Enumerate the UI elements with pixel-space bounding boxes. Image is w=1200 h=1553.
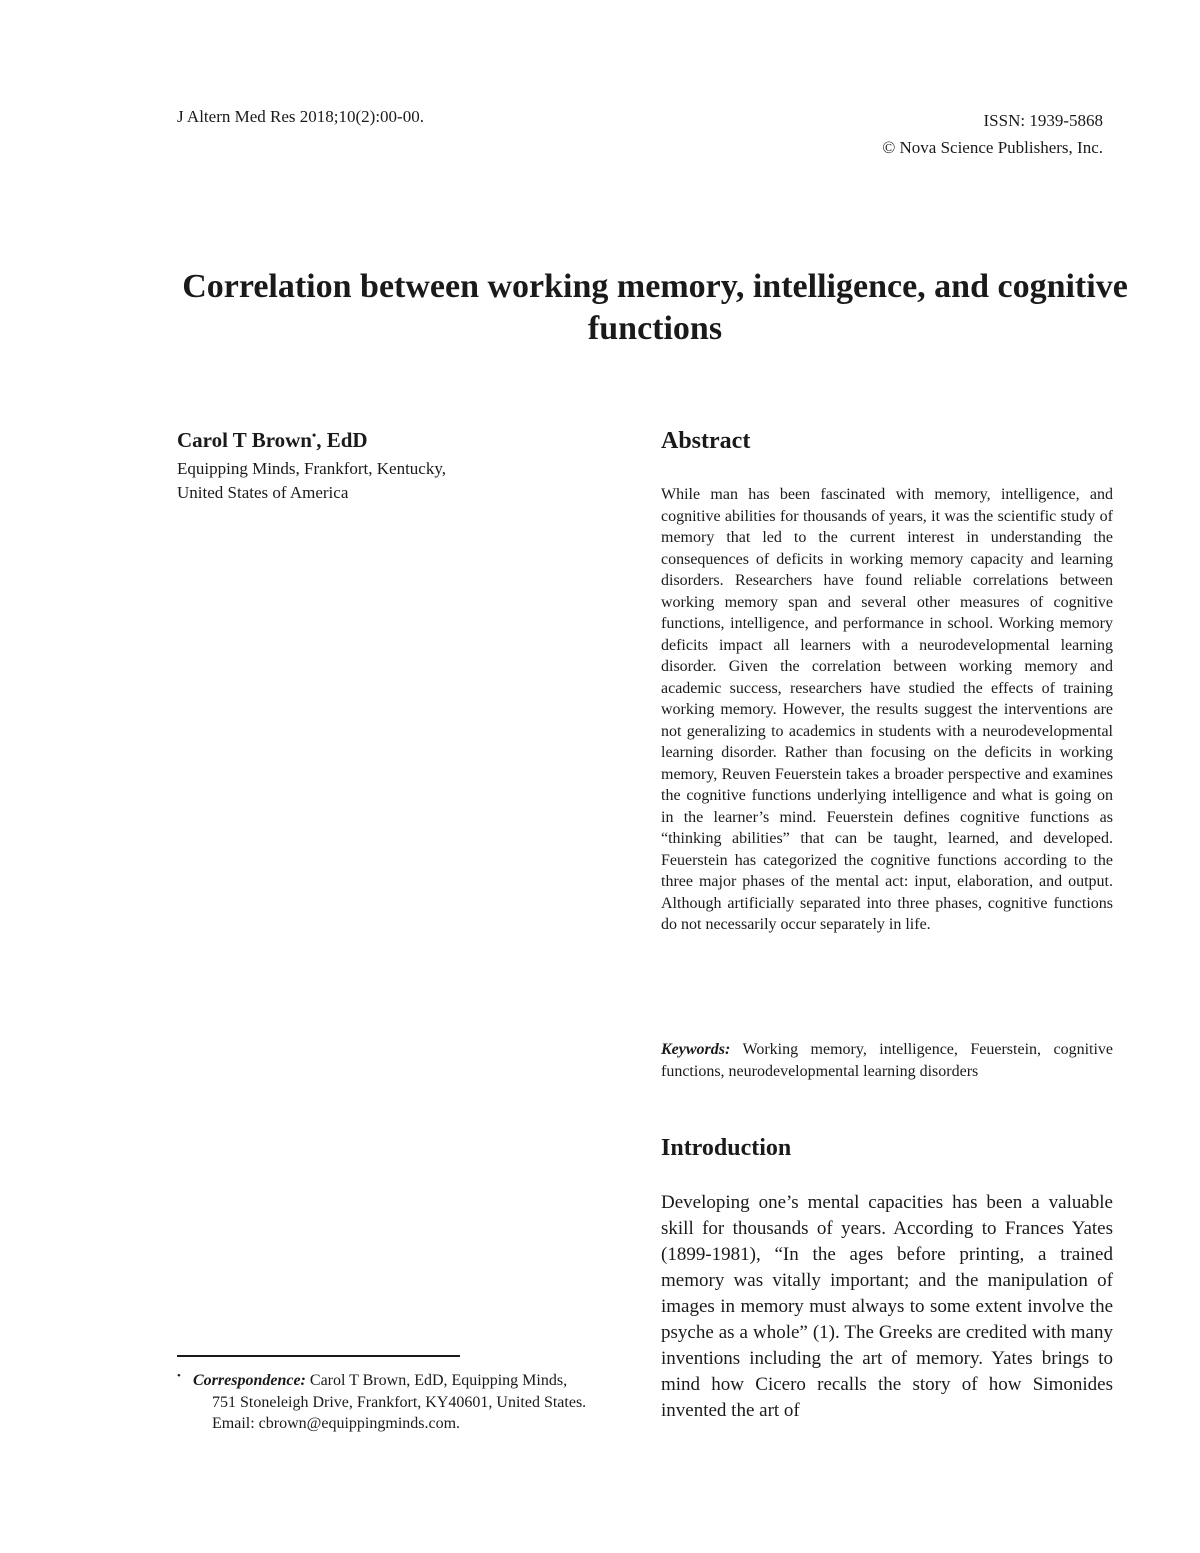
author-line xyxy=(177,428,368,453)
introduction-body: Developing one’s mental capacities has been a valuable skill for thousands of years. According to Frances Yates (1899-1981), “In the ages before printing, a trained memory was vitally important; and the manipulation of images in memory must always to some extent involve the psyche as a whole” (1). The Greeks are credited with many inventions including the art of memory. Yates brings to mind how Cicero recalls the story of how Simonides invented the art of xyxy=(661,1192,1113,1421)
footnote-rule xyxy=(177,1355,460,1357)
header-right xyxy=(700,107,1103,161)
footnote-label: Correspondence: xyxy=(193,1372,306,1389)
footnote-mark: • xyxy=(177,1370,181,1382)
introduction-heading: Introduction xyxy=(661,1135,792,1161)
affiliation xyxy=(177,457,446,505)
journal-citation: J Altern Med Res 2018;10(2):00-00. xyxy=(177,107,424,126)
footnote xyxy=(193,1370,627,1435)
keywords-label: Keywords: xyxy=(661,1041,731,1058)
abstract-body: While man has been fascinated with memory, intelligence, and cognitive abilities for thousands of years, it was the scientific study of memory that led to the current interest in understanding the consequences of deficits in working memory capacity and learning disorders. Researchers have found reliable correlations between working memory span and several other measures of cognitive functions, intelligence, and performance in school. Working memory deficits impact all learners with a neurodevelopmental learning disorder. Given the correlation between working memory and academic success, researchers have studied the effects of training working memory. However, the results suggest the interventions are not generalizing to academics in students with a neurodevelopmental learning disorder. Rather than focusing on the deficits in working memory, Reuven Feuerstein takes a broader perspective and examines the cognitive functions underlying intelligence and what is going on in the learner’s mind. Feuerstein defines cognitive functions as “thinking abilities” that can be taught, learned, and developed. Feuerstein has categorized the cognitive functions according to the three major phases of the mental act: input, elaboration, and output. Although artificially separated into three phases, cognitive functions do not necessarily occur separately in life. xyxy=(661,486,1113,933)
affiliation-line-2: United States of America xyxy=(177,483,349,502)
keywords-text: Working memory, intelligence, Feuerstein, cognitive functions, neurodevelopmental learning disorders xyxy=(661,1041,1113,1080)
keywords xyxy=(661,1039,1113,1082)
author-mark: • xyxy=(311,428,317,442)
issn: ISSN: 1939-5868 xyxy=(983,111,1103,130)
author-name: Carol T Brown xyxy=(177,428,312,452)
author-degree: , EdD xyxy=(316,428,368,452)
footnote-line-1: Carol T Brown, EdD, Equipping Minds, xyxy=(305,1372,568,1389)
footnote-line-2: 751 Stoneleigh Drive, Frankfort, KY40601, United States. xyxy=(212,1393,587,1411)
abstract-heading: Abstract xyxy=(661,428,751,454)
publisher: © Nova Science Publishers, Inc. xyxy=(882,138,1103,157)
affiliation-line-1: Equipping Minds, Frankfort, Kentucky, xyxy=(177,459,446,478)
footnote-email: Email: cbrown@equippingminds.com. xyxy=(212,1415,461,1432)
footnote-address xyxy=(193,1392,627,1435)
paper-title: Correlation between working memory, intelligence, and cognitive functions xyxy=(182,268,1128,347)
